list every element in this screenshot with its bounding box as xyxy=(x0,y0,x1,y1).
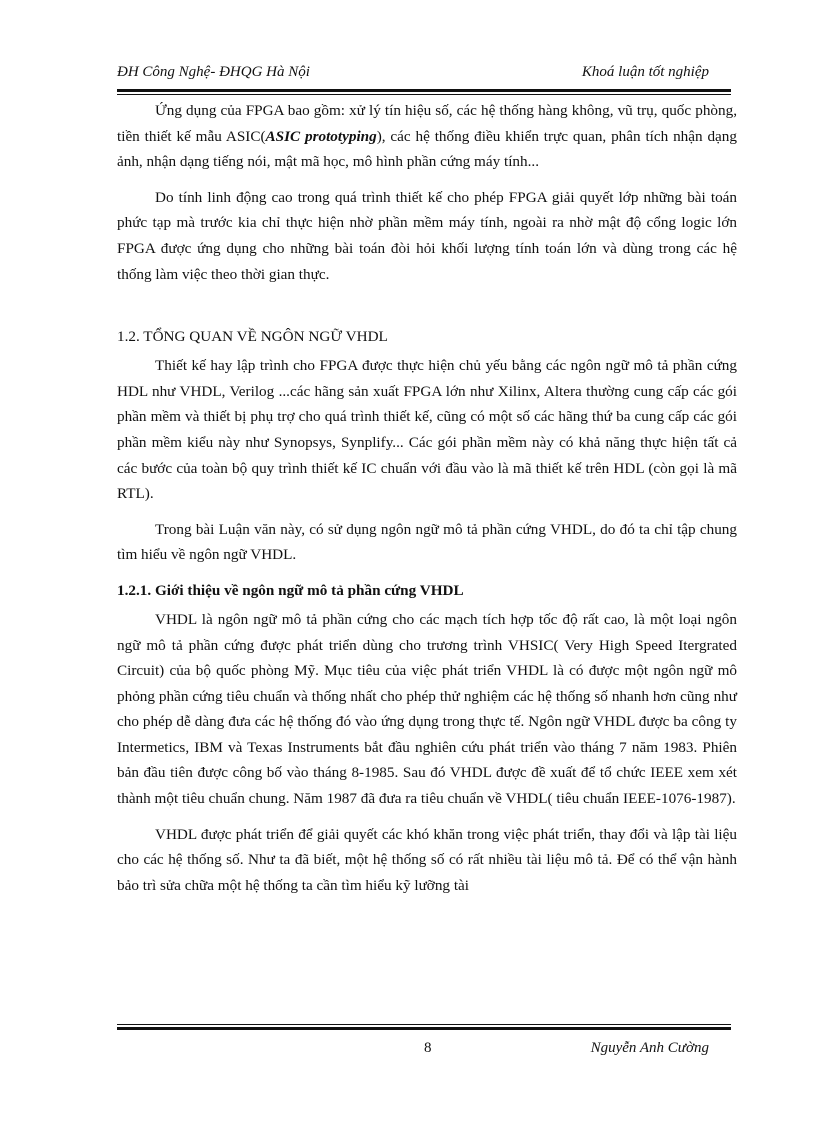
intro-paragraph-flexibility: Do tính linh động cao trong quá trình thiết kế cho phép FPGA giải quyết lớp những bài toán phức tạp mà trước kia chỉ thực hiện nhờ phần mềm máy tính, ngoài ra nhờ mật độ cổng logic lớn FPGA được ứng dụng cho những bài toán đòi hỏi khối lượng tính toán lớn và dùng trong các hệ thống làm việc theo thời gian thực. xyxy=(117,188,737,283)
page-body xyxy=(117,98,737,898)
header-rule-thick xyxy=(117,89,731,92)
page-number: 8 xyxy=(424,1040,432,1056)
intro-paragraph-applications xyxy=(117,98,737,175)
page-footer xyxy=(117,1040,709,1062)
footer-rule-thick xyxy=(117,1027,731,1030)
section-paragraph-scope: Trong bài Luận văn này, có sử dụng ngôn ngữ mô tả phần cứng VHDL, do đó ta chỉ tập chung tìm hiểu về ngôn ngữ VHDL. xyxy=(117,520,737,564)
footer-rule-thin xyxy=(117,1024,731,1025)
intro-p1-emphasis: ASIC prototyping xyxy=(265,127,377,145)
subsection-heading: 1.2.1. Giới thiệu về ngôn ngữ mô tả phần cứng VHDL xyxy=(117,581,464,599)
page-header xyxy=(117,64,709,86)
header-rule-thin xyxy=(117,94,731,95)
header-institution: ĐH Công Nghệ- ĐHQG Hà Nội xyxy=(117,64,310,80)
section-paragraph-design: Thiết kế hay lập trình cho FPGA được thực hiện chủ yếu bằng các ngôn ngữ mô tả phần cứng HDL như VHDL, Verilog ...các hãng sản xuất FPGA lớn như Xilinx, Altera thường cung cấp các gói phần mềm và thiết bị phụ trợ cho quá trình thiết kế, cũng có một số các hãng thứ ba cung cấp các gói phần mềm kiểu này như Synopsys, Synplify... Các gói phần mềm này có khả năng thực hiện tất cả các bước của toàn bộ quy trình thiết kế IC chuẩn với đầu vào là mã thiết kế trên HDL (còn gọi là mã RTL). xyxy=(117,357,737,503)
header-document-type: Khoá luận tốt nghiệp xyxy=(581,64,709,80)
subsection-paragraph-history: VHDL là ngôn ngữ mô tả phần cứng cho các mạch tích hợp tốc độ rất cao, là một loại ngôn ngữ mô tả phần cứng được phát triển dùng cho trương trình VHSIC( Very High Speed Itergrated Circuit) của bộ quốc phòng Mỹ. Mục tiêu của việc phát triển VHDL là có được một ngôn ngữ mô phỏng phần cứng tiêu chuẩn và thống nhất cho phép thử nghiệm các hệ thống số nhanh hơn cũng như cho phép dễ dàng đưa các hệ thống đó vào ứng dụng trong thực tế. Ngôn ngữ VHDL được ba công ty Intermetics, IBM và Texas Instruments bắt đầu nghiên cứu phát triển vào tháng 7 năm 1983. Phiên bản đầu tiên được công bố vào tháng 8-1985. Sau đó VHDL được đề xuất để tổ chức IEEE xem xét thành một tiêu chuẩn chung. Năm 1987 đã đưa ra tiêu chuẩn về VHDL( tiêu chuẩn IEEE-1076-1987). xyxy=(117,610,737,808)
section-heading: 1.2. TỔNG QUAN VỀ NGÔN NGỮ VHDL xyxy=(117,328,388,346)
subsection-paragraph-purpose: VHDL được phát triển để giải quyết các khó khăn trong việc phát triển, thay đổi và lập tài liệu cho các hệ thống số. Như ta đã biết, một hệ thống số có rất nhiều tài liệu mô tả. Để có thể vận hành bảo trì sửa chữa một hệ thống ta cần tìm hiểu kỹ lưỡng tài xyxy=(117,825,737,894)
intro-p1-text-end: ), các hệ thống điều khiển trực quan, phân tích nhận dạng ảnh, nhận dạng tiếng nói, mật mã học, mô hình phần cứng máy tính... xyxy=(117,127,737,171)
intro-p1-text: Ứng dụng của FPGA bao gồm: xử lý tín hiệu số, các hệ thống hàng không, vũ trụ, quốc phòng, tiền thiết kế mẫu ASIC( xyxy=(117,102,737,145)
footer-author: Nguyễn Anh Cường xyxy=(590,1040,709,1056)
